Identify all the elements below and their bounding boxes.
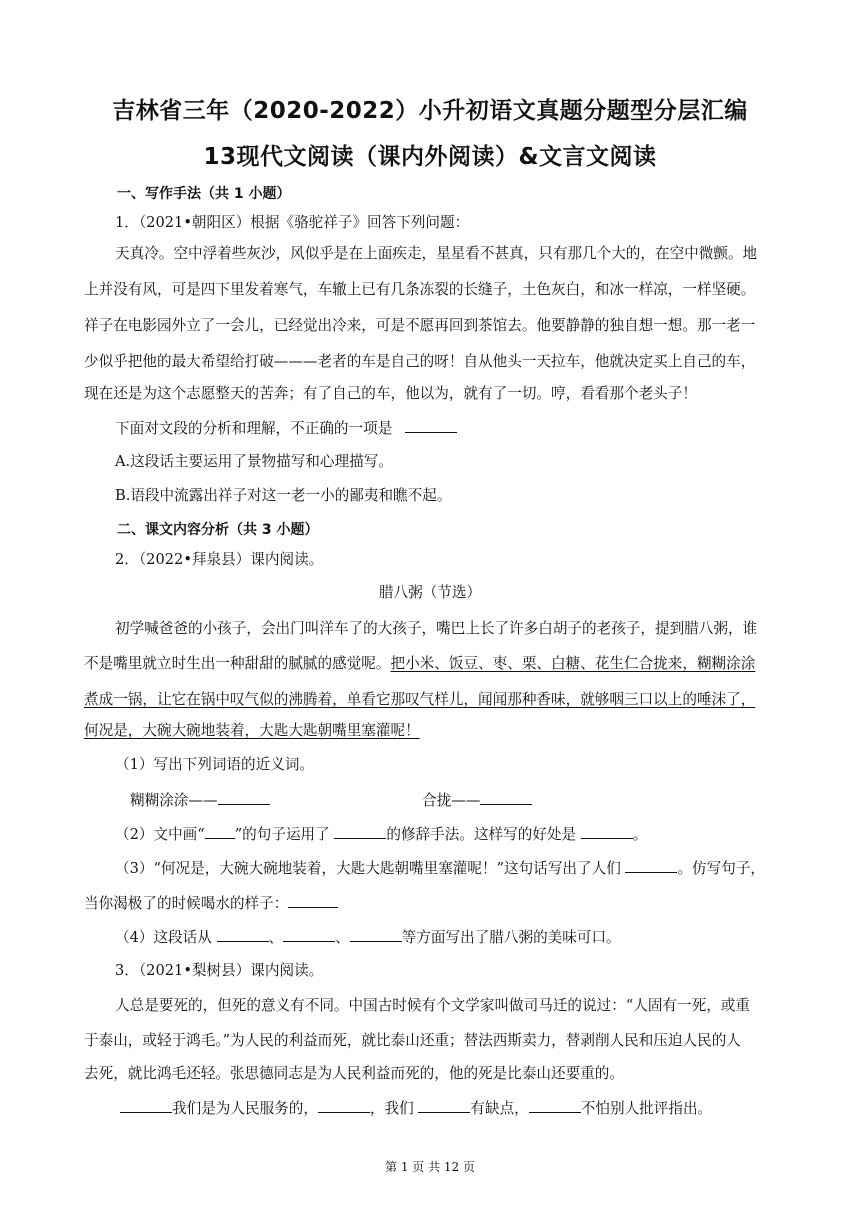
answer-blank[interactable] [350,927,402,942]
section-heading-1: 一、写作手法（共 1 小题） [117,186,291,202]
question-text: 有缺点， [470,1100,529,1117]
question-text: 。仿写句子， [677,860,766,877]
document-title-line2: 13现代文阅读（课内外阅读）&文言文阅读 [203,144,657,170]
passage-line: 现在还是为这个志愿整天的苦奔；有了自己的车，他以为，就有了一切。哼，看看那个老头子！ [84,385,697,402]
underline-marker [205,824,235,839]
question-1-text: 下面对文段的分析和理解，不正确的一项是 [115,420,393,437]
question-text: 不怕别人批评指出。 [580,1100,713,1117]
question-text: ，我们 [369,1100,414,1117]
answer-blank[interactable] [288,893,338,908]
underlined-sentence: 何况是，大碗大碗地装着，大匙大匙朝嘴里塞灌呢！ [84,722,420,739]
answer-blank[interactable] [480,790,532,805]
option-b: B.语段中流露出祥子对这一老一小的鄙夷和瞧不起。 [115,487,452,504]
option-a: A.这段话主要运用了景物描写和心理描写。 [115,453,393,470]
sub-question-3-cont [84,893,338,914]
passage-line: 少似乎把他的最大希望给打破———老者的车是自己的呀！自从他头一天拉车，他就决定买上自己的车， [84,353,756,370]
passage-line: 祥子在电影园外立了一会儿，已经觉出冷来，可是不愿再回到茶馆去。他要静静的独自想一想。那一老一 [84,317,756,334]
section-heading-2: 二、课文内容分析（共 3 小题） [117,522,319,538]
passage-line [84,654,755,674]
answer-blank[interactable] [334,824,386,839]
question-text: 我们是为人民服务的， [172,1100,318,1117]
passage-text: 不是嘴里就立时生出一种甜甜的腻腻的感觉呢。 [84,655,391,672]
sub-question-2 [115,824,647,845]
sub-question-1: （1）写出下列词语的近义词。 [115,756,315,773]
synonym-word: 糊糊涂涂—— [130,792,218,809]
document-title-line1: 吉林省三年（2020-2022）小升初语文真题分题型分层汇编 [112,98,748,124]
synonym-item-1 [130,790,270,811]
question-2-stem: 2．（2022•拜泉县）课内阅读。 [115,551,324,568]
passage-line: 人总是要死的，但死的意义有不同。中国古时候有个文学家叫做司马迁的说过：“人固有一死，或重 [115,997,750,1014]
underlined-sentence: 把小米、饭豆、枣、栗、白糖、花生仁合拢来，糊糊涂涂 [390,655,756,672]
passage-line: 去死，就比鸿毛还轻。张思德同志是为人民利益而死的，他的死是比泰山还要重的。 [84,1065,624,1082]
underlined-sentence: 煮成一锅，让它在锅中叹气似的沸腾着，单看它那叹气样儿，闻闻那种香味，就够咽三口以上的唾沫了， [84,691,756,708]
question-text: 的修辞手法。这样写的好处是 [386,826,577,843]
answer-blank[interactable] [283,927,335,942]
question-3-fill [120,1098,712,1119]
passage-line: 天真冷。空中浮着些灰沙，风似乎是在上面疾走，星星看不甚真，只有那几个大的，在空中微颤。地 [115,245,758,262]
question-text: 等方面写出了腊八粥的美味可口。 [401,929,621,946]
question-3-stem: 3．（2021•梨树县）课内阅读。 [115,962,324,979]
question-1-prompt [115,418,457,439]
answer-blank[interactable] [581,824,633,839]
answer-blank[interactable] [625,858,677,873]
page-footer: 第 1 页 共 12 页 [385,1160,475,1174]
question-text: ”的句子运用了 [234,826,330,843]
passage-line: 上并没有风，可是四下里发着寒气，车辙上已有几条冻裂的长缝子，土色灰白，和冰一样凉，一样坚硬。 [84,281,756,298]
question-text: 。 [632,826,648,843]
answer-blank[interactable] [418,1098,470,1113]
synonym-word: 合拢—— [422,792,481,809]
answer-blank[interactable] [405,418,457,433]
answer-blank[interactable] [318,1098,370,1113]
answer-blank[interactable] [529,1098,581,1113]
question-text: （3）“何况是，大碗大碗地装着，大匙大匙朝嘴里塞灌呢！”这句话写出了人们 [115,860,621,877]
question-text: 当你渴极了的时候喝水的样子： [84,895,289,912]
passage-line: 于泰山，或轻于鸿毛。”为人民的利益而死，就比泰山还重；替法西斯卖力，替剥削人民和压迫人民的人 [84,1032,741,1049]
answer-blank[interactable] [217,927,269,942]
question-text: （4）这段话从 [115,929,212,946]
passage-title: 腊八粥（节选） [378,584,482,601]
answer-blank[interactable] [218,790,270,805]
question-1-stem: 1．（2021•朝阳区）根据《骆驼祥子》回答下列问题： [115,214,470,231]
sub-question-4 [115,927,621,948]
passage-line: 初学喊爸爸的小孩子，会出门叫洋车了的大孩子，嘴巴上长了许多白胡子的老孩子，提到腊八粥，谁 [115,620,758,637]
sub-question-3 [115,858,765,879]
question-text: （2）文中画“ [115,826,205,843]
answer-blank[interactable] [120,1098,172,1113]
synonym-item-2 [422,790,532,811]
separator: 、 [268,929,284,946]
separator: 、 [335,929,350,946]
